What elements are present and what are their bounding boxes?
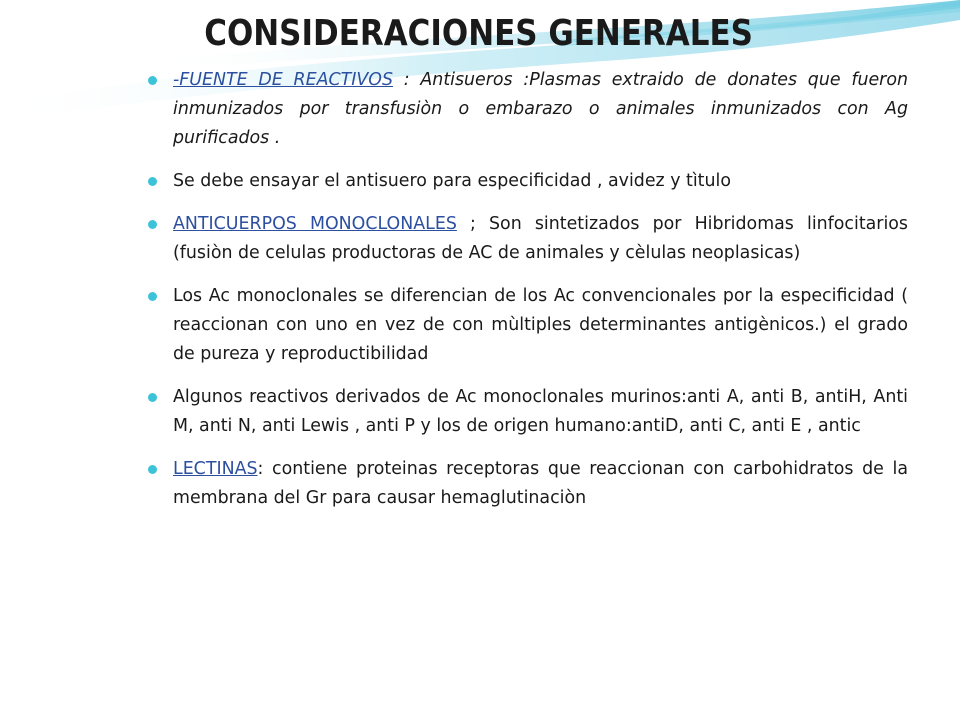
term-lectinas[interactable]: LECTINAS <box>173 459 258 479</box>
bullet-dot-icon <box>148 220 157 229</box>
bullet-ac-monoclonales-diferencias <box>146 282 908 369</box>
bullet-text: ; Son sintetizados por Hibridomas linfocitarios (fusiòn de celulas productoras de AC de animales y cèlulas neoplasicas) <box>173 214 908 263</box>
bullet-dot-icon <box>148 465 157 474</box>
bullet-text: : Antisueros :Plasmas extraido de donates que fueron inmunizados por transfusiòn o embarazo o animales inmunizados con Ag purificados . <box>173 70 908 148</box>
slide-title: CONSIDERACIONES GENERALES <box>204 13 753 54</box>
bullet-ensayar-antisuero <box>146 167 908 196</box>
term-anticuerpos-monoclonales[interactable]: ANTICUERPOS MONOCLONALES <box>173 214 457 234</box>
term-fuente-de-reactivos[interactable]: -FUENTE DE REACTIVOS <box>173 70 394 90</box>
bullet-text: Se debe ensayar el antisuero para especificidad , avidez y tìtulo <box>173 171 731 191</box>
bullet-list <box>146 66 908 527</box>
bullet-lectinas <box>146 455 908 513</box>
bullet-dot-icon <box>148 76 157 85</box>
bullet-text: Algunos reactivos derivados de Ac monoclonales murinos:anti A, anti B, antiH, Anti M, anti N, anti Lewis , anti P y los de origen humano:antiD, anti C, anti E , antic <box>173 387 908 436</box>
bullet-dot-icon <box>148 292 157 301</box>
bullet-reactivos-derivados <box>146 383 908 441</box>
bullet-dot-icon <box>148 393 157 402</box>
bullet-text: Los Ac monoclonales se diferencian de los Ac convencionales por la especificidad ( reaccionan con uno en vez de con mùltiples determinantes antigènicos.) el grado de pureza y reproductibilidad <box>173 286 908 364</box>
bullet-anticuerpos-monoclonales <box>146 210 908 268</box>
bullet-text: : contiene proteinas receptoras que reaccionan con carbohidratos de la membrana del Gr para causar hemaglutinaciòn <box>173 459 908 508</box>
bullet-fuente-de-reactivos <box>146 66 908 153</box>
bullet-dot-icon <box>148 177 157 186</box>
